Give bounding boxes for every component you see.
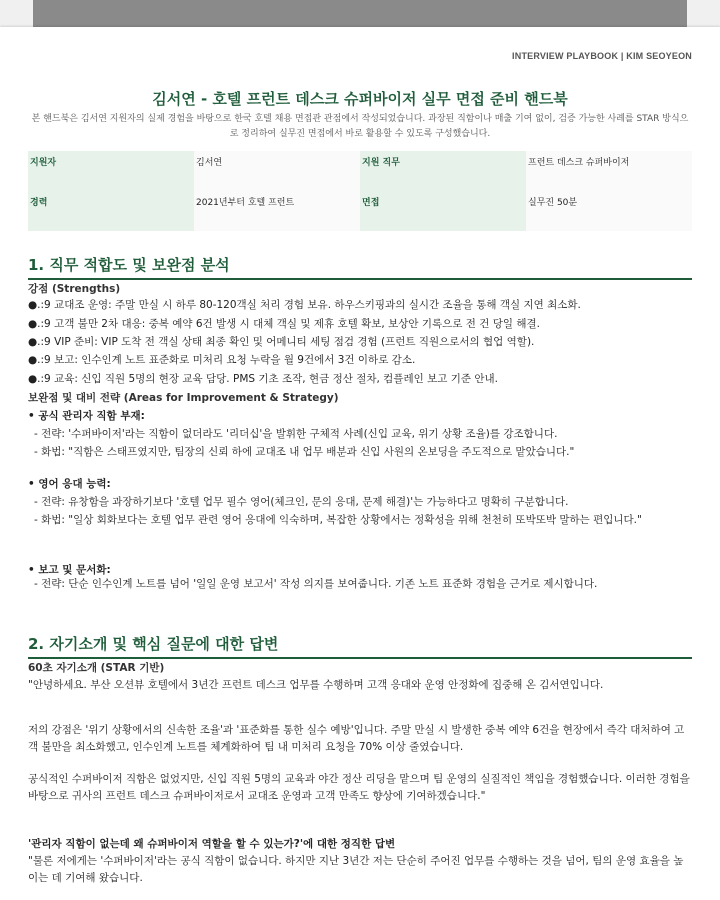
- strength-text: 교육: 신입 직원 5명의 현장 교육 담당. PMS 기초 조작, 현금 정산 절차, 컴플레인 보고 기준 안내.: [54, 373, 498, 385]
- position-label: 지원 직무: [360, 151, 526, 191]
- bullet-icon: ●.:9: [28, 373, 51, 385]
- bullet-icon: ●.:9: [28, 336, 51, 348]
- strength-text: 보고: 인수인계 노트 표준화로 미처리 요청 누락을 월 9건에서 3건 이하로 감소.: [54, 354, 416, 366]
- improvement-item-title: • 공식 관리자 직함 부재:: [28, 410, 145, 422]
- bullet-icon: ●.:9: [28, 318, 51, 330]
- question-title: '관리자 직함이 없는데 왜 슈퍼바이저 역할을 할 수 있는가?'에 대한 정직한 답변: [28, 838, 396, 850]
- strength-item: [28, 334, 692, 349]
- strength-item: [28, 316, 692, 331]
- section-2-title: 2. 자기소개 및 핵심 질문에 대한 답변: [28, 633, 692, 659]
- self-intro-paragraph: 저의 강점은 '위기 상황에서의 신속한 조율'과 '표준화를 통한 실수 예방'입니다. 주말 만실 시 발생한 중복 예약 6건을 현장에서 즉각 대처하여 고객 불만을 최소화했고, 인수인계 노트를 체계화하여 팀 내 미처리 요청을 70% 이상 줄였습니다.: [28, 724, 685, 753]
- applicant-info-table: [28, 151, 692, 231]
- interview-value: 실무진 50분: [526, 191, 692, 231]
- intro-text: 본 핸드북은 김서연 지원자의 실제 경험을 바탕으로 한국 호텔 채용 면접관 관점에서 작성되었습니다. 과장된 직함이나 매출 기여 없이, 검증 가능한 사례를 STAR 방식으로 정리하여 실무진 면접에서 바로 활용할 수 있도록 구성했습니다.: [31, 114, 689, 139]
- self-intro-title: 60초 자기소개 (STAR 기반): [28, 662, 165, 674]
- info-row: [28, 151, 692, 191]
- self-intro-paragraph: 공식적인 수퍼바이저 직함은 없었지만, 신입 직원 5명의 교육과 야간 정산 리딩을 맡으며 팀 운영의 실질적인 책임을 경험했습니다. 이러한 경험을 바탕으로 귀사의 프런트 데스크 슈퍼바이저로서 교대조 운영과 고객 만족도 향상에 기여하겠습니다.": [28, 773, 690, 802]
- header-label: INTERVIEW PLAYBOOK | KIM SEOYEON: [512, 51, 692, 61]
- document-title: 김서연 - 호텔 프런트 데스크 슈퍼바이저 실무 면접 준비 핸드북: [152, 90, 568, 108]
- position-value: 프런트 데스크 슈퍼바이저: [526, 151, 692, 191]
- improvement-item-title: • 영어 응대 능력:: [28, 478, 111, 490]
- improvement-title: 보완점 및 대비 전략 (Areas for Improvement & Strategy): [28, 392, 339, 404]
- applicant-label: 지원자: [28, 151, 194, 191]
- viewer-top-bar: [33, 0, 687, 27]
- strength-item: [28, 297, 692, 312]
- strength-item: [28, 352, 692, 367]
- info-row: [28, 191, 692, 231]
- strengths-title: 강점 (Strengths): [28, 283, 121, 295]
- improvement-item-title: • 보고 및 문서화:: [28, 564, 111, 576]
- applicant-value: 김서연: [194, 151, 360, 191]
- strength-text: 고객 불만 2차 대응: 중복 예약 6건 발생 시 대체 객실 및 제휴 호텔 확보, 보상안 기록으로 전 건 당일 해결.: [54, 318, 540, 330]
- speech-text: - 화법: "일상 회화보다는 호텔 업무 관련 영어 응대에 익숙하며, 복잡한 상황에서는 정확성을 위해 천천히 또박또박 말하는 편입니다.": [34, 514, 642, 526]
- strategy-text: - 전략: '수퍼바이저'라는 직함이 없더라도 '리더십'을 발휘한 구체적 사례(신입 교육, 위기 상황 조율)를 강조합니다.: [34, 428, 558, 440]
- strategy-text: - 전략: 유창함을 과장하기보다 '호텔 업무 필수 영어(체크인, 문의 응대, 문제 해결)'는 가능하다고 명확히 구분합니다.: [34, 496, 569, 508]
- strategy-text: - 전략: 단순 인수인계 노트를 넘어 '일일 운영 보고서' 작성 의지를 보여줍니다. 기존 노트 표준화 경험을 근거로 제시합니다.: [34, 578, 598, 590]
- career-value: 2021년부터 호텔 프런트: [194, 191, 360, 231]
- strength-text: VIP 준비: VIP 도착 전 객실 상태 최종 확인 및 어메니티 세팅 점검 경험 (프런트 직원으로서의 협업 역할).: [54, 336, 535, 348]
- bullet-icon: ●.:9: [28, 299, 51, 311]
- bullet-icon: ●.:9: [28, 354, 51, 366]
- self-intro-paragraph: "안녕하세요. 부산 오션뷰 호텔에서 3년간 프런트 데스크 업무를 수행하며 고객 응대와 운영 안정화에 집중해 온 김서연입니다.: [28, 679, 604, 691]
- interview-label: 면접: [360, 191, 526, 231]
- strength-item: [28, 371, 692, 386]
- speech-text: - 화법: "직함은 스태프였지만, 팀장의 신뢰 하에 교대조 내 업무 배분과 신입 사원의 온보딩을 주도적으로 맡았습니다.": [34, 446, 575, 458]
- strength-text: 교대조 운영: 주말 만실 시 하루 80-120객실 처리 경험 보유. 하우스키핑과의 실시간 조율을 통해 객실 지연 최소화.: [54, 299, 581, 311]
- section-1-title: 1. 직무 적합도 및 보완점 분석: [28, 254, 692, 280]
- career-label: 경력: [28, 191, 194, 231]
- question-answer: "물론 저에게는 '수퍼바이저'라는 공식 직함이 없습니다. 하지만 지난 3년간 저는 단순히 주어진 업무를 수행하는 것을 넘어, 팀의 운영 효율을 높이는 데 기여해 왔습니다.: [28, 855, 684, 884]
